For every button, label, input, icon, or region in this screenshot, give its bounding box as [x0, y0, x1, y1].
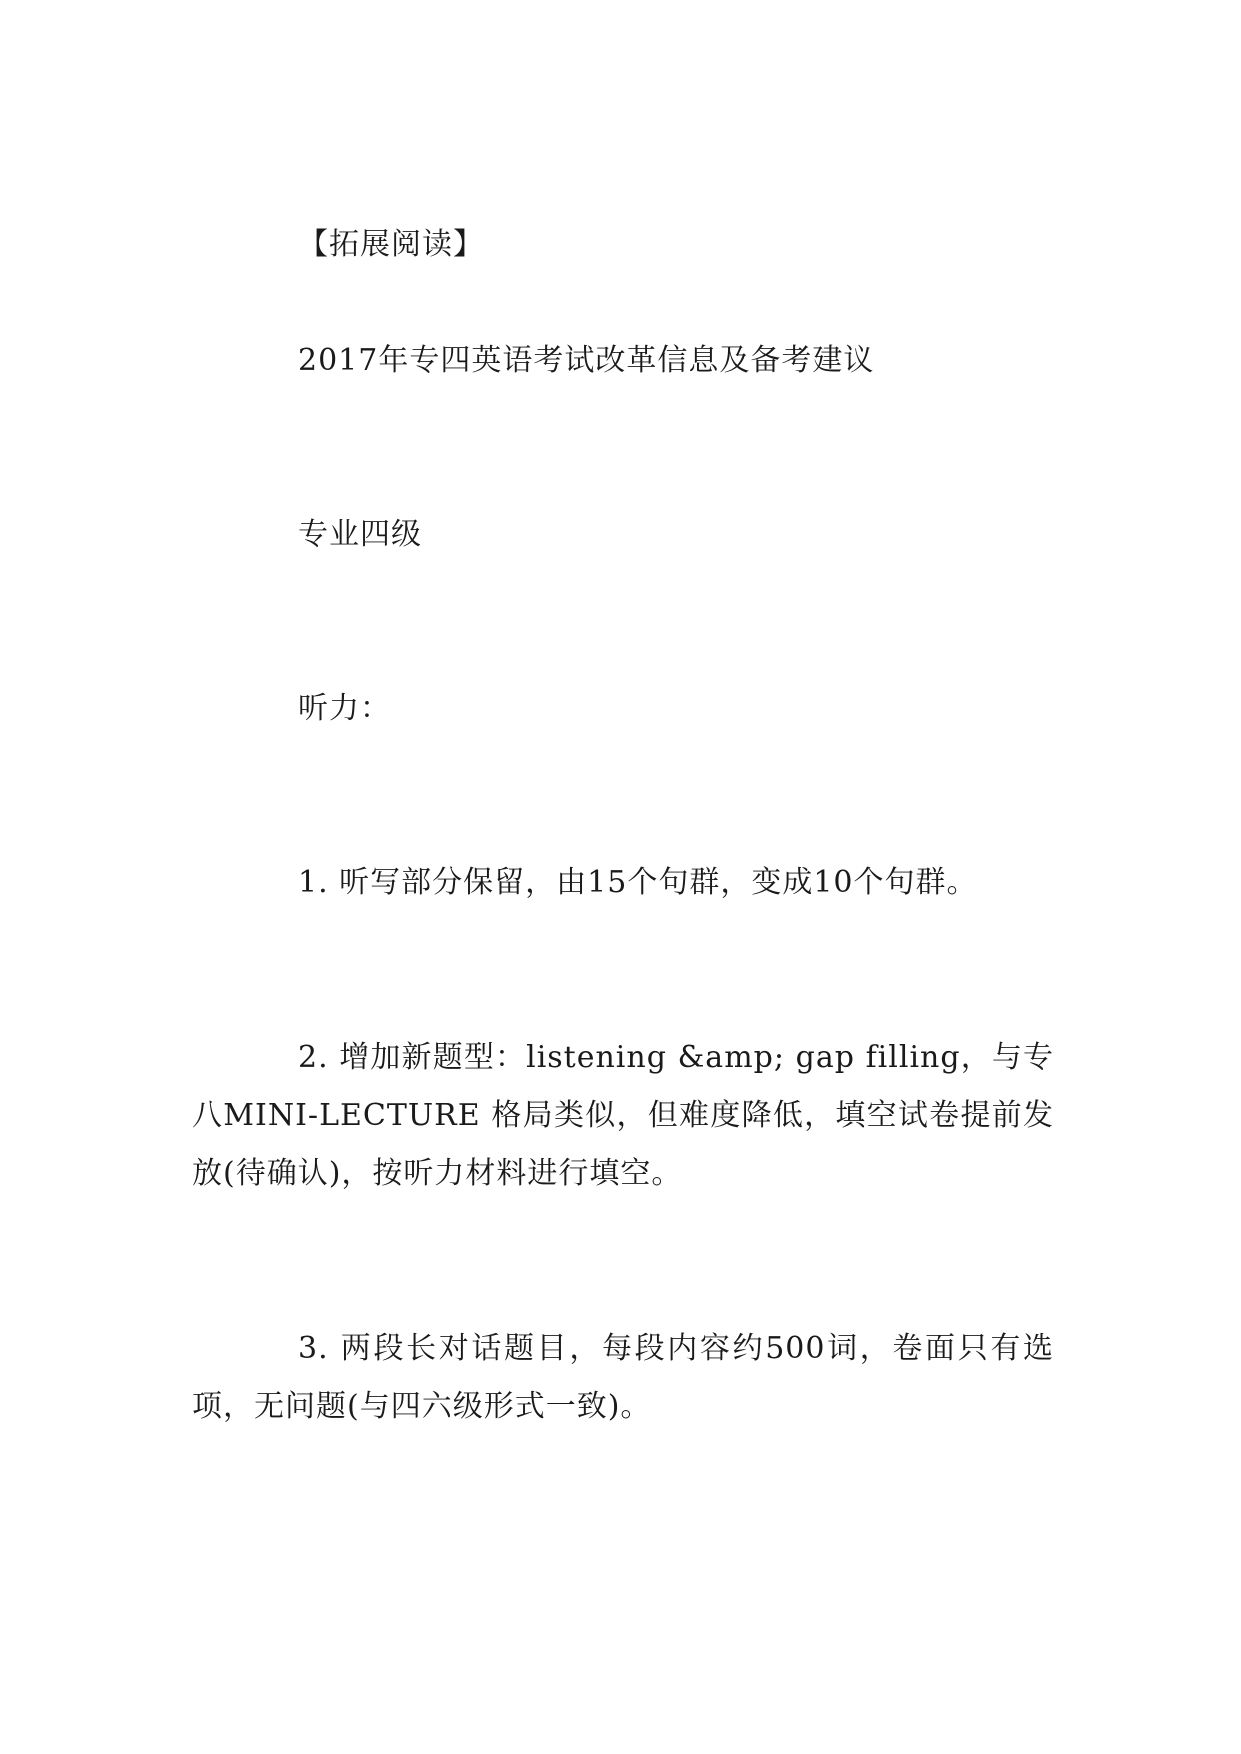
list-item: 1. 听写部分保留，由15个句群，变成10个句群。 — [298, 865, 978, 900]
document-title: 2017年专四英语考试改革信息及备考建议 — [298, 343, 875, 378]
list-item: 2. 增加新题型：listening &amp; gap filling，与专八MINI-LECTURE 格局类似，但难度降低，填空试卷提前发放(待确认)，按听力材料进行填空。 — [192, 1040, 1054, 1191]
listening-heading: 听力： — [298, 691, 391, 726]
expanded-reading-heading: 【拓展阅读】 — [298, 227, 484, 262]
list-item: 3. 两段长对话题目，每段内容约500词，卷面只有选项，无问题(与四六级形式一致)。 — [192, 1331, 1054, 1424]
section-heading: 专业四级 — [298, 517, 422, 552]
